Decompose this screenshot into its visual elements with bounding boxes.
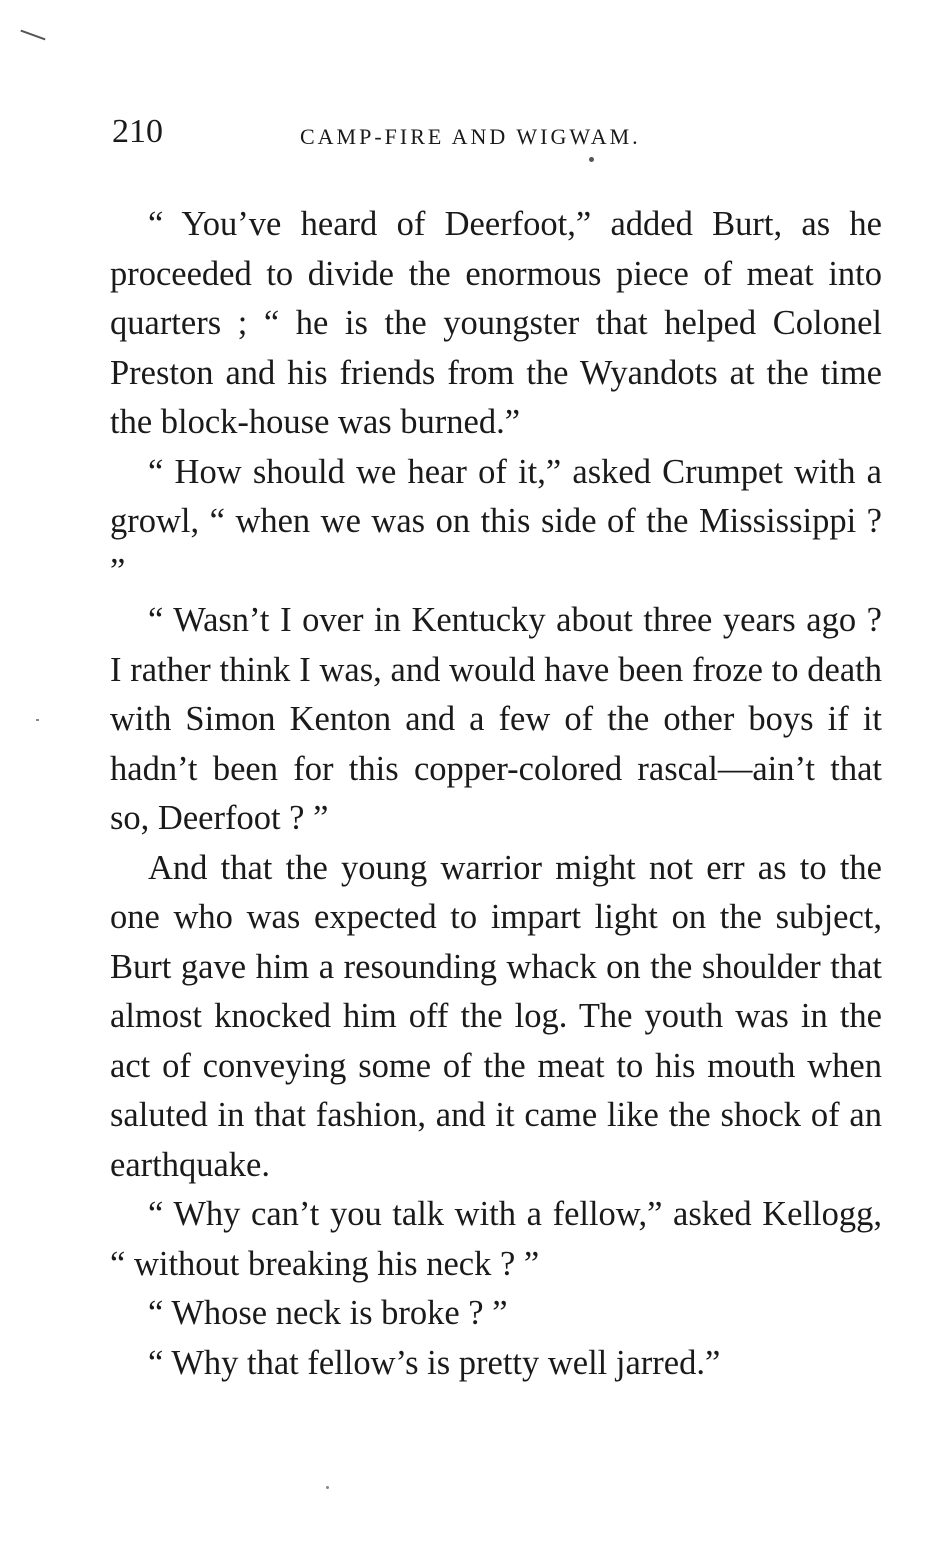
paragraph: “ Wasn’t I over in Kentucky about three years ago ? I rather think I was, and would have been froze to death with Simon Kenton and a few of the other boys if it hadn’t been for this copper-colored rascal—ain’t that so, Deerfoot ? ” [110,601,882,837]
paragraph: “ Why can’t you talk with a fellow,” asked Kellogg, “ without breaking his neck ? ” [110,1195,882,1283]
page-header [112,112,832,162]
paragraph: “ How should we hear of it,” asked Crumpet with a growl, “ when we was on this side of the Mississippi ? ” [110,452,882,590]
scan-speck [326,1486,329,1489]
paragraph: “ Whose neck is broke ? ” [148,1294,508,1332]
paragraph: “ Why that fellow’s is pretty well jarred.” [148,1343,721,1382]
scan-speck [20,30,45,41]
running-head: CAMP-FIRE AND WIGWAM. [300,124,641,149]
page-number: 210 [112,113,163,150]
body-text [110,200,882,1388]
paragraph: “ You’ve heard of Deerfoot,” added Burt, as he proceeded to divide the enormous piece of meat into quarters ; “ he is the youngster that helped Colonel Preston and his friends from the Wyandots at the time the block-house was burned.” [110,205,882,441]
paragraph: And that the young warrior might not err as to the one who was expected to impart light on the subject, Burt gave him a resounding whack on the shoulder that almost knocked him off the log. The youth was in the act of conveying some of the meat to his mouth when saluted in that fashion, and it came like the shock of an earthquake. [110,848,882,1184]
scan-speck [36,719,39,721]
